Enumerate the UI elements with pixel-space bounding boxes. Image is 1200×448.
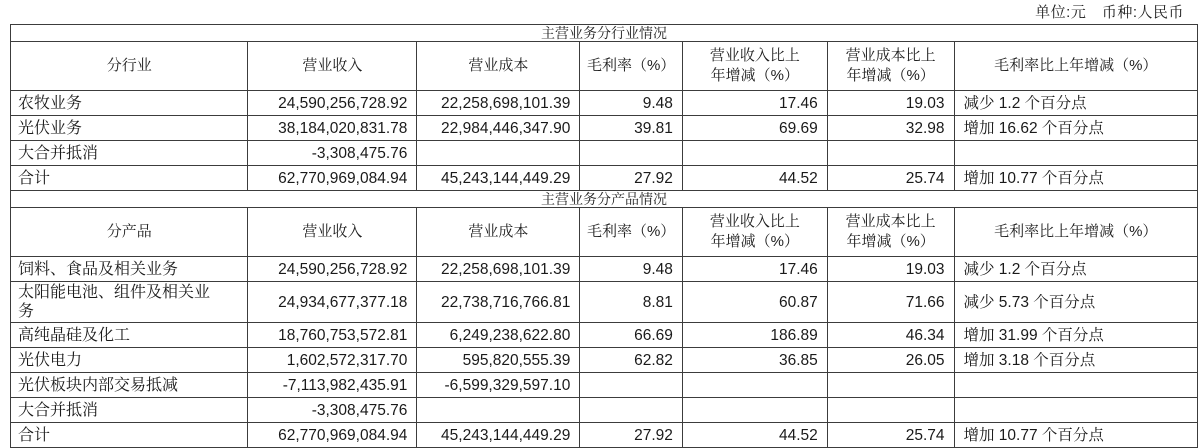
cell-value: 24,590,256,728.92 bbox=[248, 91, 417, 116]
cell-value: 减少 1.2 个百分点 bbox=[954, 91, 1198, 116]
cell-value: 17.46 bbox=[682, 91, 827, 116]
cell-value bbox=[580, 373, 683, 398]
table-header-row bbox=[11, 208, 1198, 257]
cell-value: 24,590,256,728.92 bbox=[248, 257, 417, 282]
cell-value: -3,308,475.76 bbox=[248, 398, 417, 423]
table-row bbox=[11, 141, 1198, 166]
table-title: 主营业务分产品情况 bbox=[11, 191, 1198, 208]
cell-value: 增加 10.77 个百分点 bbox=[954, 423, 1198, 448]
cell-value bbox=[682, 141, 827, 166]
row-label: 大合并抵消 bbox=[11, 398, 248, 423]
cell-value bbox=[580, 141, 683, 166]
cell-value: 38,184,020,831.78 bbox=[248, 116, 417, 141]
cell-value: 62.82 bbox=[580, 348, 683, 373]
table-row bbox=[11, 282, 1198, 323]
cell-value bbox=[417, 141, 580, 166]
cell-value: 24,934,677,377.18 bbox=[248, 282, 417, 323]
cell-value: 减少 5.73 个百分点 bbox=[954, 282, 1198, 323]
column-header: 营业收入 bbox=[248, 208, 417, 257]
table-row bbox=[11, 91, 1198, 116]
cell-value bbox=[827, 398, 954, 423]
cell-value: 增加 31.99 个百分点 bbox=[954, 323, 1198, 348]
cell-value: 71.66 bbox=[827, 282, 954, 323]
column-header: 营业成本 bbox=[417, 42, 580, 91]
cell-value: 增加 16.62 个百分点 bbox=[954, 116, 1198, 141]
cell-value: 45,243,144,449.29 bbox=[417, 166, 580, 191]
table-row bbox=[11, 116, 1198, 141]
cell-value: 46.34 bbox=[827, 323, 954, 348]
cell-value: 9.48 bbox=[580, 257, 683, 282]
table-row bbox=[11, 398, 1198, 423]
cell-value: 32.98 bbox=[827, 116, 954, 141]
cell-value: 增加 3.18 个百分点 bbox=[954, 348, 1198, 373]
cell-value bbox=[580, 398, 683, 423]
cell-value: 39.81 bbox=[580, 116, 683, 141]
column-header: 营业收入比上年增减（%） bbox=[682, 42, 827, 91]
cell-value: 44.52 bbox=[682, 166, 827, 191]
cell-value: 增加 10.77 个百分点 bbox=[954, 166, 1198, 191]
table-title-row bbox=[11, 25, 1198, 42]
cell-value: -6,599,329,597.10 bbox=[417, 373, 580, 398]
cell-value: 66.69 bbox=[580, 323, 683, 348]
row-label: 饲料、食品及相关业务 bbox=[11, 257, 248, 282]
column-header: 营业收入 bbox=[248, 42, 417, 91]
cell-value: 27.92 bbox=[580, 166, 683, 191]
table-row bbox=[11, 166, 1198, 191]
table-header-row bbox=[11, 42, 1198, 91]
cell-value: 595,820,555.39 bbox=[417, 348, 580, 373]
cell-value: 45,243,144,449.29 bbox=[417, 423, 580, 448]
report-tables bbox=[10, 24, 1200, 448]
cell-value bbox=[682, 398, 827, 423]
cell-value: 36.85 bbox=[682, 348, 827, 373]
cell-value bbox=[827, 373, 954, 398]
column-header: 分产品 bbox=[11, 208, 248, 257]
row-label: 高纯晶硅及化工 bbox=[11, 323, 248, 348]
table-row bbox=[11, 373, 1198, 398]
cell-value: 186.89 bbox=[682, 323, 827, 348]
cell-value: 25.74 bbox=[827, 166, 954, 191]
cell-value: 60.87 bbox=[682, 282, 827, 323]
cell-value: 22,984,446,347.90 bbox=[417, 116, 580, 141]
table-title-row bbox=[11, 191, 1198, 208]
column-header: 营业成本比上年增减（%） bbox=[827, 42, 954, 91]
cell-value: 25.74 bbox=[827, 423, 954, 448]
cell-value bbox=[682, 373, 827, 398]
table-row bbox=[11, 348, 1198, 373]
cell-value: 9.48 bbox=[580, 91, 683, 116]
cell-value: 62,770,969,084.94 bbox=[248, 423, 417, 448]
column-header: 分行业 bbox=[11, 42, 248, 91]
cell-value bbox=[954, 373, 1198, 398]
cell-value: 44.52 bbox=[682, 423, 827, 448]
cell-value: 17.46 bbox=[682, 257, 827, 282]
table-row bbox=[11, 257, 1198, 282]
cell-value: 1,602,572,317.70 bbox=[248, 348, 417, 373]
column-header: 毛利率比上年增减（%） bbox=[954, 208, 1198, 257]
column-header: 营业成本比上年增减（%） bbox=[827, 208, 954, 257]
product-segment-table bbox=[10, 190, 1198, 448]
row-label: 光伏业务 bbox=[11, 116, 248, 141]
row-label: 光伏板块内部交易抵减 bbox=[11, 373, 248, 398]
product-segment-table-body bbox=[11, 191, 1198, 448]
cell-value: 26.05 bbox=[827, 348, 954, 373]
cell-value: 6,249,238,622.80 bbox=[417, 323, 580, 348]
column-header: 营业收入比上年增减（%） bbox=[682, 208, 827, 257]
cell-value: 19.03 bbox=[827, 91, 954, 116]
cell-value: 19.03 bbox=[827, 257, 954, 282]
cell-value: -3,308,475.76 bbox=[248, 141, 417, 166]
cell-value: 8.81 bbox=[580, 282, 683, 323]
cell-value: 27.92 bbox=[580, 423, 683, 448]
industry-segment-table bbox=[10, 24, 1198, 191]
column-header: 营业成本 bbox=[417, 208, 580, 257]
column-header: 毛利率（%） bbox=[580, 208, 683, 257]
row-label: 大合并抵消 bbox=[11, 141, 248, 166]
cell-value bbox=[827, 141, 954, 166]
row-label: 农牧业务 bbox=[11, 91, 248, 116]
row-label: 光伏电力 bbox=[11, 348, 248, 373]
row-label: 合计 bbox=[11, 423, 248, 448]
cell-value: 22,258,698,101.39 bbox=[417, 91, 580, 116]
cell-value: 减少 1.2 个百分点 bbox=[954, 257, 1198, 282]
cell-value bbox=[954, 398, 1198, 423]
cell-value: 62,770,969,084.94 bbox=[248, 166, 417, 191]
cell-value: 18,760,753,572.81 bbox=[248, 323, 417, 348]
cell-value bbox=[417, 398, 580, 423]
cell-value: 22,738,716,766.81 bbox=[417, 282, 580, 323]
cell-value: 22,258,698,101.39 bbox=[417, 257, 580, 282]
cell-value: 69.69 bbox=[682, 116, 827, 141]
row-label: 太阳能电池、组件及相关业务 bbox=[11, 282, 248, 323]
row-label: 合计 bbox=[11, 166, 248, 191]
industry-segment-table-body bbox=[11, 25, 1198, 191]
cell-value bbox=[954, 141, 1198, 166]
table-title: 主营业务分行业情况 bbox=[11, 25, 1198, 42]
table-row bbox=[11, 323, 1198, 348]
table-row bbox=[11, 423, 1198, 448]
cell-value: -7,113,982,435.91 bbox=[248, 373, 417, 398]
unit-currency-label: 单位:元 币种:人民币 bbox=[1035, 4, 1184, 21]
column-header: 毛利率（%） bbox=[580, 42, 683, 91]
column-header: 毛利率比上年增减（%） bbox=[954, 42, 1198, 91]
